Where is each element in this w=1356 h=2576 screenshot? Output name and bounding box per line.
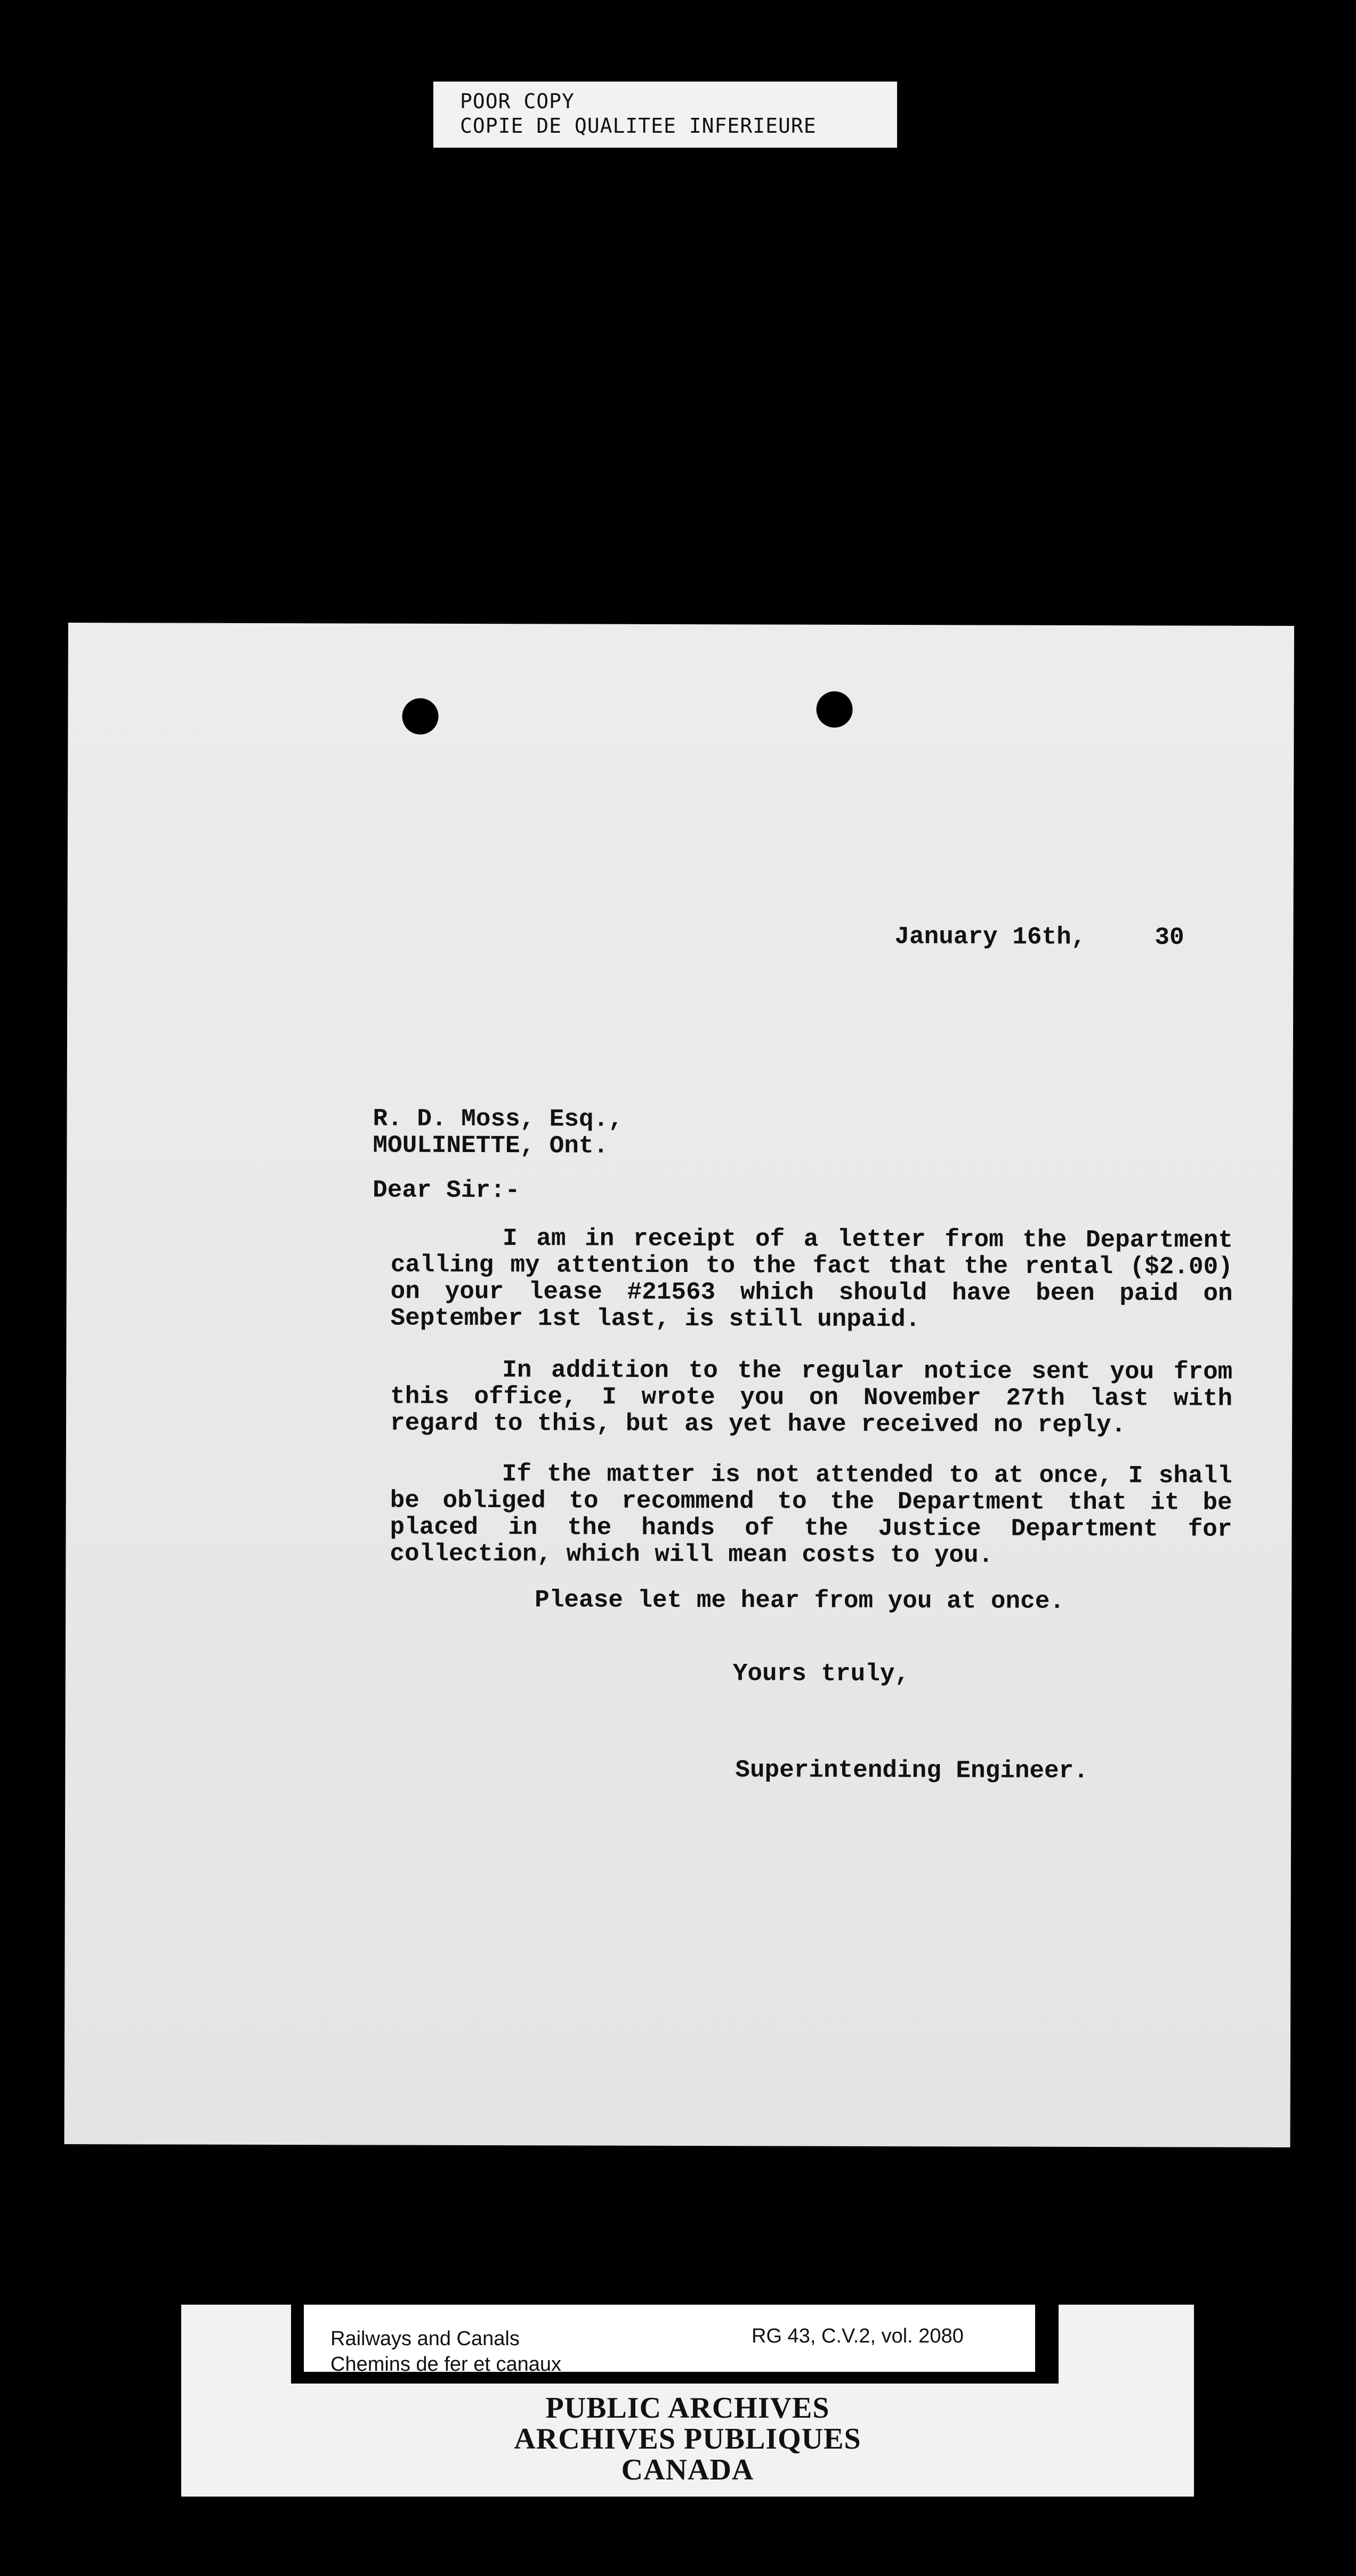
punch-hole-right <box>816 691 852 728</box>
letter-year: 30 <box>1155 923 1184 952</box>
paragraph-4: Please let me hear from you at once. <box>535 1586 1065 1615</box>
fonds-name-fr: Chemins de fer et canaux <box>330 2353 562 2376</box>
paragraph-1 <box>391 1225 1233 1334</box>
archives-title-en: PUBLIC ARCHIVES <box>545 2392 830 2425</box>
paragraph-3 <box>390 1461 1232 1569</box>
closing: Yours truly, <box>732 1660 910 1688</box>
addressee-name: R. D. Moss, Esq., <box>373 1105 623 1133</box>
paragraph-2-text: In addition to the regular notice sent you from this office, I wrote you on November 27th last with regard to this, but as yet have received no reply. <box>390 1356 1233 1439</box>
archives-title-country: CANADA <box>621 2453 754 2486</box>
paragraph-3-text: If the matter is not attended to at once, I shall be obliged to recommend to the Department that it be placed in the hands of the Justice Department for collection, which will mean costs to you. <box>390 1460 1232 1569</box>
fonds-name <box>330 2326 561 2377</box>
addressee <box>373 1105 623 1159</box>
punch-hole-left <box>402 698 438 735</box>
fonds-name-en: Railways and Canals <box>330 2328 520 2350</box>
bleed-through-mark: ​ <box>540 1638 550 1727</box>
letter-page <box>64 623 1294 2147</box>
paragraph-1-text: I am in receipt of a letter from the Department calling my attention to the fact that the rental ($2.00) on your lease #21563 which should have been paid on September 1st last, is still unpaid. <box>390 1225 1233 1334</box>
archives-title-fr: ARCHIVES PUBLIQUES <box>514 2422 861 2456</box>
archive-label <box>181 2305 1194 2497</box>
archives-title <box>181 2393 1194 2485</box>
paragraph-2 <box>390 1357 1232 1439</box>
poor-copy-line-en: POOR COPY <box>460 90 575 113</box>
signature-title: Superintending Engineer. <box>735 1756 1088 1785</box>
addressee-place: MOULINETTE, Ont. <box>373 1131 609 1160</box>
archive-reference-box <box>291 2305 1059 2384</box>
poor-copy-line-fr: COPIE DE QUALITEE INFERIEURE <box>460 114 817 138</box>
salutation: Dear Sir:- <box>373 1176 520 1205</box>
letter-date: January 16th, <box>894 923 1086 952</box>
archive-reference: RG 43, C.V.2, vol. 2080 <box>752 2325 964 2347</box>
poor-copy-stamp <box>433 82 897 148</box>
